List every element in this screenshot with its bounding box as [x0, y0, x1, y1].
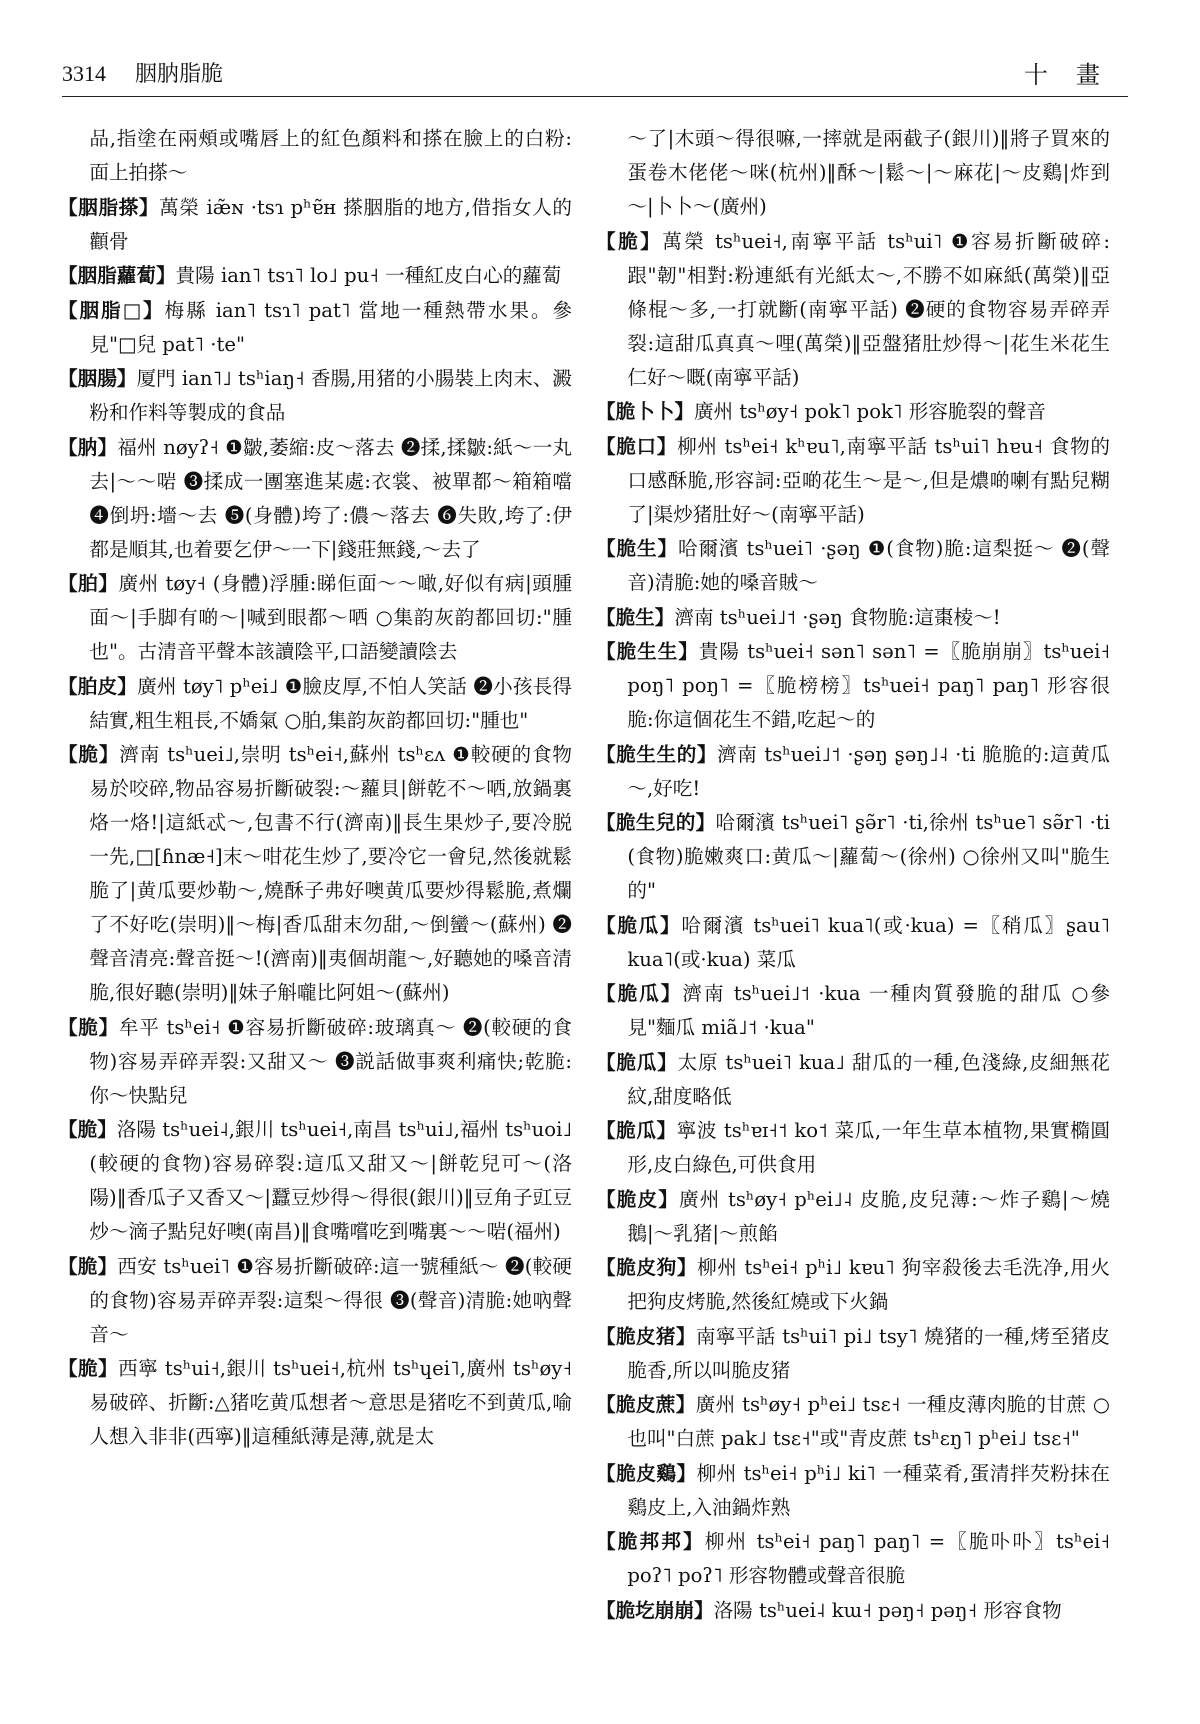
- dictionary-entry: [596, 1594, 1110, 1628]
- dictionary-entry: [58, 1113, 572, 1249]
- entry-definition: 柳州 tsʰei˧ pʰi˩ ki˥ 一種菜肴,蛋清拌芡粉抹在鷄皮上,入油鍋炸熟: [627, 1461, 1111, 1519]
- entry-headword: 【脆瓜】: [596, 1050, 678, 1074]
- page-number: 3314: [62, 61, 106, 86]
- entry-definition: 貴陽 ian˥ tsɿ˥ lo˩ pu˧ 一種紅皮白心的蘿蔔: [175, 264, 562, 287]
- entry-headword: 【脆卜卜】: [596, 400, 694, 423]
- entry-definition: 濟南 tsʰuei˩,崇明 tsʰei˧,蘇州 tsʰɛʌ ❶較硬的食物易於咬碎,物品容易折斷破裂:～蘿貝|餅乾不～哂,放鍋裏烙一烙!|這紙忒～,包書不行(濟南)‖長生果炒子,要冷脱一先,□[ɦnæ˧]末～咁花生炒了,要冷它一會兒,然後就鬆脆了|黄瓜要炒勒～,燒酥子弗好噢黄瓜要炒得鬆脆,煮爛了不好吃(崇明)‖～梅|香瓜甜末勿甜,～倒蠻～(蘇州) ❷聲音清亮:聲音挺～!(濟南)‖夷個胡龍～,好聽她的嗓音清脆,很好聽(崇明)‖妹子斛嚨比阿姐～(蘇州): [89, 743, 572, 1004]
- dictionary-entry: [596, 1320, 1110, 1388]
- entry-definition: 廣州 tsʰøy˧ pʰei˩ tsɛ˧ 一種皮薄肉脆的甘蔗 ○也叫"白蔗 pak˩ tsɛ˧"或"青皮蔗 tsʰɛŋ˥ pʰei˩ tsɛ˧": [627, 1393, 1111, 1450]
- entry-headword: 【脆】: [596, 229, 663, 253]
- dictionary-entry: [596, 1525, 1110, 1593]
- entry-definition: 品,指塗在兩頰或嘴唇上的紅色顏料和搽在臉上的白粉:面上拍搽～: [89, 127, 572, 184]
- entry-headword: 【脆】: [58, 1357, 119, 1380]
- entry-headword: 【脆】: [58, 743, 120, 766]
- entry-definition: 柳州 tsʰei˧ pʰi˩ kɐu˥ 狗宰殺後去毛洗净,用火把狗皮烤脆,然後紅燒或下火鍋: [627, 1256, 1111, 1313]
- entry-definition: 南寧平話 tsʰui˥ pi˩ tsy˥ 燒猪的一種,烤至猪皮脆香,所以叫脆皮猪: [627, 1324, 1111, 1382]
- entry-definition: 濟南 tsʰuei˩˦ ·ʂəŋ ʂəŋ˩˨ ·ti 脆脆的:這黄瓜～,好吃!: [627, 742, 1111, 800]
- entry-headword: 【脆皮猪】: [596, 1324, 696, 1348]
- entry-definition: 柳州 tsʰei˧ paŋ˥ paŋ˥ =〖脆卟卟〗tsʰei˧ poʔ˥ poʔ˥ 形容物體或聲音很脆: [627, 1530, 1110, 1587]
- entry-continuation: [58, 122, 572, 190]
- dictionary-entry: [58, 431, 572, 567]
- entry-definition: 萬榮 iæ̃ɴ ·tsɿ pʰɐ̃ʜ 搽胭脂的地方,借指女人的顴骨: [89, 195, 573, 253]
- dictionary-entry: [596, 430, 1110, 532]
- dictionary-entry: [596, 532, 1110, 600]
- dictionary-entry: [596, 909, 1110, 977]
- entry-definition: 寧波 tsʰɐɪ˧˦ ko˦ 菜瓜,一年生草本植物,果實橢圓形,皮白綠色,可供食用: [627, 1119, 1110, 1176]
- entry-definition: 梅縣 ian˥ tsɿ˥ pat˥ 當地一種熱帶水果。參見"□兒 pat˥ ·te": [89, 298, 572, 356]
- dictionary-entry: [596, 395, 1110, 429]
- dictionary-entry: [596, 1251, 1110, 1319]
- entry-headword: 【脆圪崩崩】: [596, 1598, 714, 1622]
- entry-headword: 【胭腸】: [58, 367, 137, 390]
- entry-definition: 廣州 tøy˥ pʰei˩ ❶臉皮厚,不怕人笑話 ❷小孩長得結實,粗生粗長,不嬌氣 ○胉,集韵灰韵都回切:"腫也": [89, 674, 573, 732]
- dictionary-entry: [596, 738, 1110, 806]
- entry-definition: 哈爾濱 tsʰuei˥ kua˥(或·kua) =〖稍瓜〗ʂau˥ kua˥(或·kua) 菜瓜: [627, 913, 1110, 971]
- entry-headword: 【脆生兒的】: [596, 811, 716, 834]
- entry-definition: 西寧 tsʰui˧,銀川 tsʰuei˧,杭州 tsʰɥei˥,廣州 tsʰøy˧ 易破碎、折斷:△猪吃黄瓜想者～意思是猪吃不到黄瓜,喻人想入非非(西寧)‖這種紙薄是薄,就是太: [89, 1357, 572, 1448]
- entry-headword: 【脆瓜】: [596, 913, 682, 937]
- dictionary-entry: [58, 294, 572, 362]
- entry-definition: 哈爾濱 tsʰuei˥ ʂə̃r˥ ·ti,徐州 tsʰue˥ sə̃r˥ ·ti (食物)脆嫩爽口:黄瓜～|蘿蔔～(徐州) ○徐州又叫"脆生的": [627, 811, 1111, 902]
- dictionary-entry: [58, 259, 572, 293]
- dictionary-entry: [58, 191, 572, 259]
- entry-continuation: [596, 122, 1110, 224]
- entry-headword: 【脆生生的】: [596, 742, 718, 766]
- dictionary-entry: [596, 1114, 1110, 1182]
- dictionary-entry: [596, 225, 1110, 395]
- entry-headword: 【脆】: [58, 1118, 117, 1141]
- entry-headword: 【胭脂□】: [58, 298, 165, 322]
- entry-headword: 【胭脂蘿蔔】: [58, 264, 176, 287]
- dictionary-entry: [58, 1011, 572, 1113]
- entry-headword: 【脆瓜】: [596, 1119, 677, 1142]
- entry-definition: 哈爾濱 tsʰuei˥ ·ʂəŋ ❶(食物)脆:這梨挺～ ❷(聲音)清脆:她的嗓音賊～: [627, 537, 1111, 594]
- dictionary-entry: [596, 806, 1110, 908]
- entry-headword: 【胉】: [58, 572, 119, 595]
- entry-definition: 濟南 tsʰuei˩˦ ·kua 一種肉質發脆的甜瓜 ○參見"麵瓜 miã˩˦ ·kua": [627, 982, 1111, 1039]
- entry-definition: 柳州 tsʰei˧ kʰɐu˥,南寧平話 tsʰui˥ hɐu˧ 食物的口感酥脆,形容詞:亞啲花生～是～,但是燶啲喇有點兒糊了|渠炒猪肚好～(南寧平話): [627, 434, 1111, 526]
- right-column: [596, 122, 1110, 1628]
- dictionary-entry: [596, 1388, 1110, 1456]
- entry-headword: 【脆】: [58, 1254, 118, 1278]
- entry-headword: 【脆生生】: [596, 640, 699, 663]
- dictionary-entry: [58, 362, 572, 430]
- dictionary-entry: [58, 738, 572, 1010]
- dictionary-entry: [58, 670, 572, 738]
- entry-definition: 太原 tsʰuei˥ kua˩ 甜瓜的一種,色淺綠,皮細無花紋,甜度略低: [627, 1050, 1110, 1108]
- dictionary-entry: [58, 567, 572, 669]
- entry-definition: 廣州 tsʰøy˧ pʰei˩˨ 皮脆,皮兒薄:～炸子鷄|～燒鵝|～乳猪|～煎餡: [627, 1187, 1111, 1245]
- entry-definition: 西安 tsʰuei˥ ❶容易折斷破碎:這一號種紙～ ❷(較硬的食物)容易弄碎弄裂:這梨～得很 ❸(聲音)清脆:她吶聲音～: [89, 1254, 572, 1346]
- entry-headword: 【脆邦邦】: [596, 1530, 705, 1553]
- entry-definition: 廣州 tøy˧ (身體)浮腫:睇佢面～～噉,好似有病|頭腫面～|手脚有啲～|喊到眼都～哂 ○集韵灰韵都回切:"腫也"。古清音平聲本該讀陰平,口語變讀陰去: [89, 572, 572, 663]
- left-column: [58, 122, 572, 1455]
- entry-definition: 萬榮 tsʰuei˧,南寧平話 tsʰui˥ ❶容易折斷破碎:跟"韌"相對:粉連紙有光紙太～,不勝不如麻紙(萬榮)‖亞條棍～多,一打就斷(南寧平話) ❷硬的食物容易弄碎弄裂:這甜瓜真真～哩(萬榮)‖亞盤猪肚炒得～|花生米花生仁好～嘅(南寧平話): [627, 229, 1111, 389]
- entry-headword: 【脆皮】: [596, 1187, 680, 1211]
- entry-definition: ～了|木頭～得很嘛,一摔就是兩截子(銀川)‖將子買來的蛋卷木佬佬～咪(杭州)‖酥～|鬆～|～麻花|～皮鷄|炸到～|卜卜～(廣州): [627, 127, 1110, 218]
- entry-definition: 貴陽 tsʰuei˧ sən˥ sən˥ =〖脆崩崩〗tsʰuei˧ poŋ˥ poŋ˥ =〖脆榜榜〗tsʰuei˧ paŋ˥ paŋ˥ 形容很脆:你這個花生不錯,吃起～的: [627, 640, 1111, 731]
- dictionary-entry: [58, 1352, 572, 1454]
- dictionary-entry: [58, 1250, 572, 1352]
- dictionary-entry: [596, 1046, 1110, 1114]
- entry-definition: 濟南 tsʰuei˩˦ ·ʂəŋ 食物脆:這棗棱～!: [674, 605, 1001, 629]
- entry-headword: 【脆口】: [596, 434, 678, 458]
- dictionary-entry: [596, 635, 1110, 737]
- entry-headword: 【脆】: [58, 1015, 119, 1039]
- running-headwords: 胭肭脂脆: [135, 62, 224, 87]
- entry-headword: 【脆瓜】: [596, 982, 683, 1005]
- dictionary-entry: [596, 977, 1110, 1045]
- entry-definition: 洛陽 tsʰuei˨,銀川 tsʰuei˧,南昌 tsʰui˩,福州 tsʰuoi˩ (較硬的食物)容易碎裂:這瓜又甜又～|餅乾兒可～(洛陽)‖香瓜子又香又～|蠶豆炒得～得很(銀川)‖豆角子豇豆炒～滴子點兒好噢(南昌)‖食嘴嚐吃到嘴裏～～啱(福州): [89, 1118, 573, 1243]
- section-label: 十畫: [1024, 61, 1128, 89]
- dictionary-entry: [596, 601, 1110, 635]
- entry-headword: 【脆生】: [596, 537, 678, 560]
- entry-definition: 厦門 ian˥˩ tsʰiaŋ˧ 香腸,用猪的小腸裝上肉末、澱粉和作料等製成的食品: [89, 367, 573, 424]
- page-header: [62, 52, 1128, 97]
- entry-headword: 【胭脂搽】: [58, 195, 160, 219]
- entry-headword: 【肭】: [58, 435, 118, 459]
- entry-definition: 福州 nøyʔ˧ ❶皺,萎縮:皮～落去 ❷揉,揉皺:紙～一丸去|～～啱 ❸揉成一團塞進某處:衣裳、被單都～箱箱噹 ❹倒坍:墻～去 ❺(身體)垮了:儂～落去 ❻失敗,垮了:伊都是順其,也着要乞伊～一下|錢莊無錢,～去了: [89, 435, 573, 561]
- entry-headword: 【脆生】: [596, 605, 675, 629]
- dictionary-entry: [596, 1457, 1110, 1525]
- dictionary-entry: [596, 1183, 1110, 1251]
- entry-definition: 洛陽 tsʰuei˨ kɯ˧ pəŋ˧ pəŋ˧ 形容食物: [713, 1598, 1062, 1622]
- entry-headword: 【脆皮蔗】: [596, 1393, 696, 1416]
- entry-definition: 廣州 tsʰøy˧ pok˥ pok˥ 形容脆裂的聲音: [693, 400, 1046, 423]
- entry-headword: 【胉皮】: [58, 674, 138, 698]
- entry-headword: 【脆皮鷄】: [596, 1461, 697, 1485]
- entry-headword: 【脆皮狗】: [596, 1256, 698, 1279]
- entry-definition: 牟平 tsʰei˧ ❶容易折斷破碎:玻璃真～ ❷(較硬的食物)容易弄碎弄裂:又甜又～ ❸説話做事爽利痛快;乾脆:你～快點兒: [89, 1015, 572, 1107]
